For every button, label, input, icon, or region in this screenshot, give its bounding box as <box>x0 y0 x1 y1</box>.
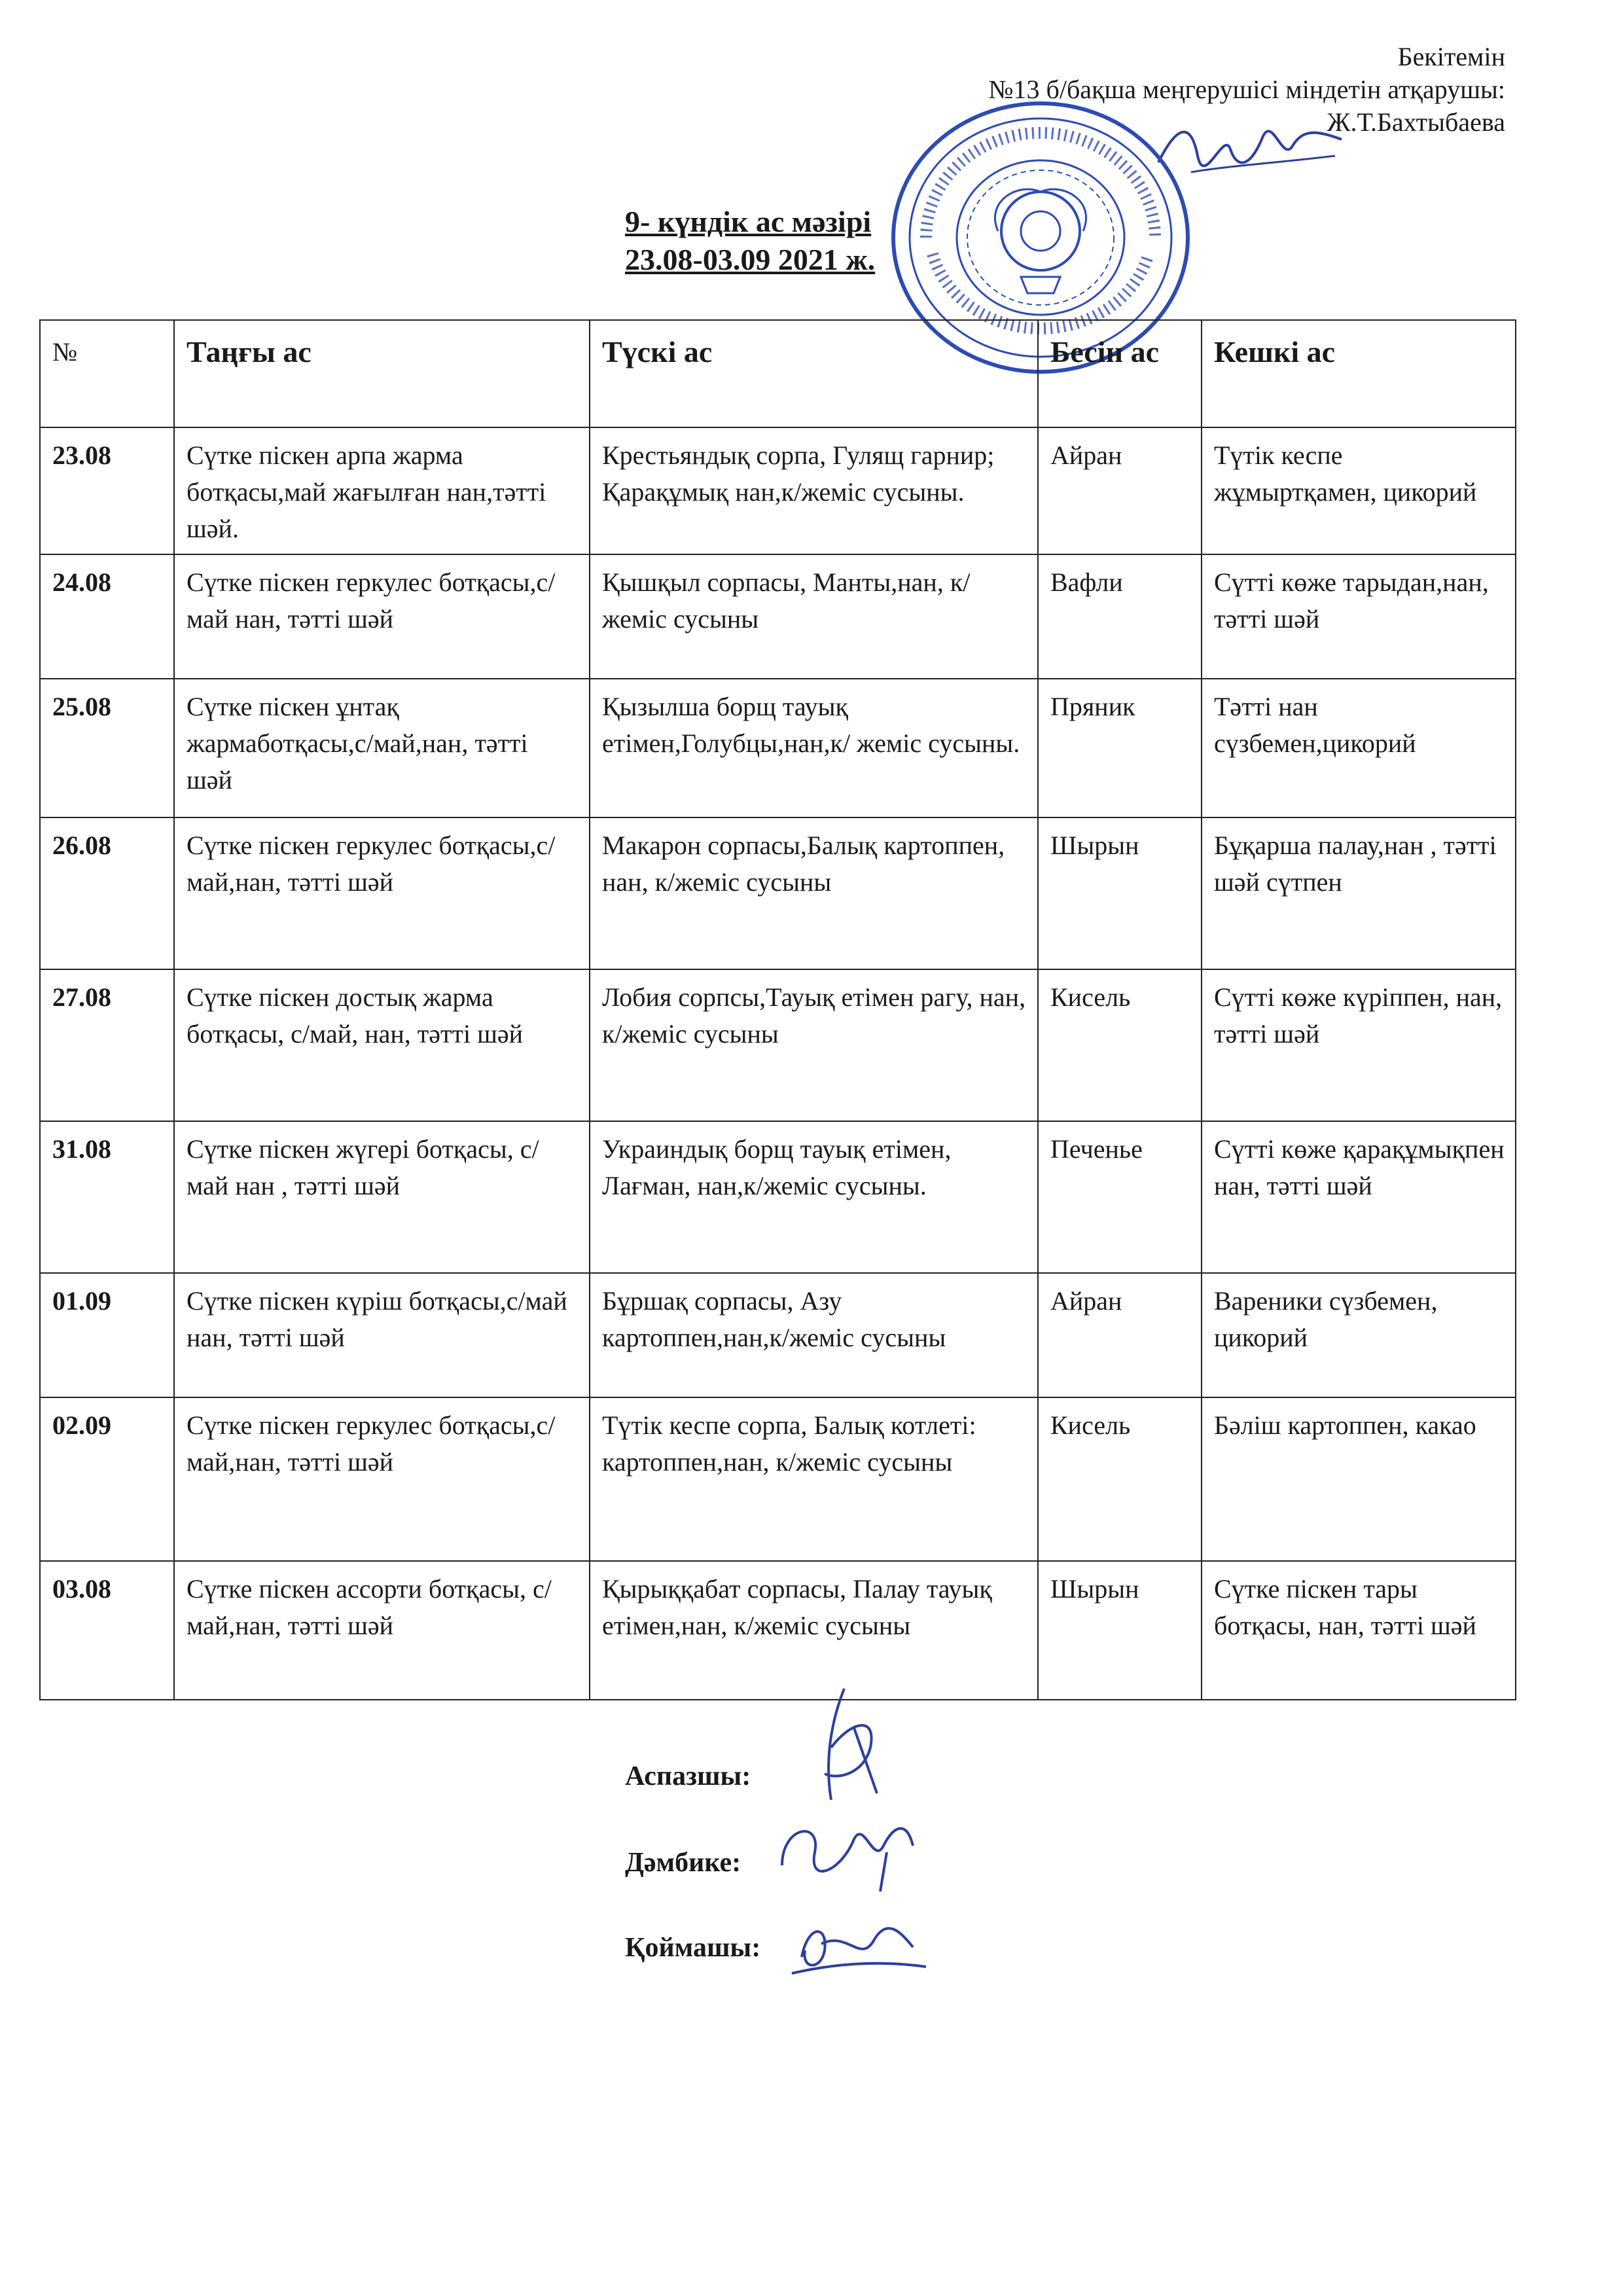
header-snack: Бесін ас <box>1038 320 1202 427</box>
row-date: 03.08 <box>40 1561 174 1700</box>
row-dinner: Бұқарша палау,нан , тәтті шәй сүтпен <box>1202 817 1516 969</box>
row-breakfast: Сүтке піскен жүгері ботқасы, с/май нан , тәтті шәй <box>174 1121 590 1273</box>
row-date: 01.09 <box>40 1273 174 1397</box>
dietitian-signature <box>769 1806 926 1898</box>
table-row <box>40 1397 1516 1561</box>
table-row <box>40 427 1516 554</box>
header-number: № <box>40 320 174 427</box>
row-breakfast: Сүтке піскен достық жарма ботқасы, с/май, нан, тәтті шәй <box>174 969 590 1121</box>
header-lunch: Түскі ас <box>590 320 1038 427</box>
row-snack: Шырын <box>1038 817 1202 969</box>
row-lunch: Макарон сорпасы,Балық картоппен, нан, к/жеміс сусыны <box>590 817 1038 969</box>
approval-label: Бекітемін <box>1397 42 1505 71</box>
row-date: 02.09 <box>40 1397 174 1561</box>
row-breakfast: Сүтке піскен күріш ботқасы,с/май нан, тәтті шәй <box>174 1273 590 1397</box>
row-lunch: Украиндық борщ тауық етімен, Лағман, нан,к/жеміс сусыны. <box>590 1121 1038 1273</box>
role-storekeeper: Қоймашы: <box>625 1933 761 1963</box>
row-lunch: Түтік кеспе сорпа, Балық котлеті: картоппен,нан, к/жеміс сусыны <box>590 1397 1038 1561</box>
row-breakfast: Сүтке піскен геркулес ботқасы,с/май,нан, тәтті шәй <box>174 1397 590 1561</box>
role-cook: Аспазшы: <box>625 1761 751 1791</box>
row-lunch: Қышқыл сорпасы, Манты,нан, к/жеміс сусыны <box>590 554 1038 679</box>
row-lunch: Бұршақ сорпасы, Азу картоппен,нан,к/жеміс сусыны <box>590 1273 1038 1397</box>
menu-title-line1: 9- күндік ас мәзірі <box>625 205 872 238</box>
table-row <box>40 1273 1516 1397</box>
header-dinner: Кешкі ас <box>1202 320 1516 427</box>
row-lunch: Қырыққабат сорпасы, Палау тауық етімен,нан, к/жеміс сусыны <box>590 1561 1038 1700</box>
row-dinner: Сүтке піскен тары ботқасы, нан, тәтті шәй <box>1202 1561 1516 1700</box>
row-dinner: Вареники сүзбемен, цикорий <box>1202 1273 1516 1397</box>
row-dinner: Сүтті көже қарақұмықпен нан, тәтті шәй <box>1202 1121 1516 1273</box>
row-breakfast: Сүтке піскен арпа жарма ботқасы,май жағылған нан,тәтті шәй. <box>174 427 590 554</box>
row-lunch: Қызылша борщ тауық етімен,Голубцы,нан,к/ жеміс сусыны. <box>590 679 1038 817</box>
row-breakfast: Сүтке піскен геркулес ботқасы,с/май нан, тәтті шәй <box>174 554 590 679</box>
row-dinner: Түтік кеспе жұмыртқамен, цикорий <box>1202 427 1516 554</box>
table-row <box>40 554 1516 679</box>
row-date: 26.08 <box>40 817 174 969</box>
row-snack: Вафли <box>1038 554 1202 679</box>
row-date: 24.08 <box>40 554 174 679</box>
row-breakfast: Сүтке піскен ұнтақ жармаботқасы,с/май,нан, тәтті шәй <box>174 679 590 817</box>
row-snack: Печенье <box>1038 1121 1202 1273</box>
row-dinner: Сүтті көже тарыдан,нан, тәтті шәй <box>1202 554 1516 679</box>
menu-title-dates: 23.08-03.09 2021 ж. <box>625 243 876 276</box>
row-dinner: Тәтті нан сүзбемен,цикорий <box>1202 679 1516 817</box>
row-breakfast: Сүтке піскен геркулес ботқасы,с/май,нан, тәтті шәй <box>174 817 590 969</box>
cook-signature <box>805 1682 897 1813</box>
menu-title <box>625 203 875 279</box>
table-row <box>40 817 1516 969</box>
row-snack: Шырын <box>1038 1561 1202 1700</box>
storekeeper-signature <box>782 1911 933 1983</box>
approval-name: Ж.Т.Бахтыбаева <box>1327 107 1505 137</box>
row-lunch: Лобия сорпсы,Тауық етімен рагу, нан, к/жеміс сусыны <box>590 969 1038 1121</box>
approval-position: №13 б/бақша меңгерушісі міндетін атқарушы: <box>988 75 1505 104</box>
row-lunch: Крестьяндық сорпа, Гулящ гарнир; Қарақұмық нан,к/жеміс сусыны. <box>590 427 1038 554</box>
table-row <box>40 679 1516 817</box>
row-date: 31.08 <box>40 1121 174 1273</box>
row-dinner: Сүтті көже күріппен, нан, тәтті шәй <box>1202 969 1516 1121</box>
table-header-row <box>40 320 1516 427</box>
row-snack: Айран <box>1038 1273 1202 1397</box>
table-row <box>40 969 1516 1121</box>
row-snack: Пряник <box>1038 679 1202 817</box>
row-dinner: Бәліш картоппен, какао <box>1202 1397 1516 1561</box>
table-row <box>40 1561 1516 1700</box>
row-date: 25.08 <box>40 679 174 817</box>
table-row <box>40 1121 1516 1273</box>
role-dietitian: Дәмбике: <box>625 1848 741 1878</box>
row-date: 27.08 <box>40 969 174 1121</box>
row-snack: Кисель <box>1038 1397 1202 1561</box>
row-snack: Айран <box>1038 427 1202 554</box>
row-breakfast: Сүтке піскен ассорти ботқасы, с/май,нан, тәтті шәй <box>174 1561 590 1700</box>
row-date: 23.08 <box>40 427 174 554</box>
menu-table <box>39 319 1516 1700</box>
header-breakfast: Таңғы ас <box>174 320 590 427</box>
row-snack: Кисель <box>1038 969 1202 1121</box>
